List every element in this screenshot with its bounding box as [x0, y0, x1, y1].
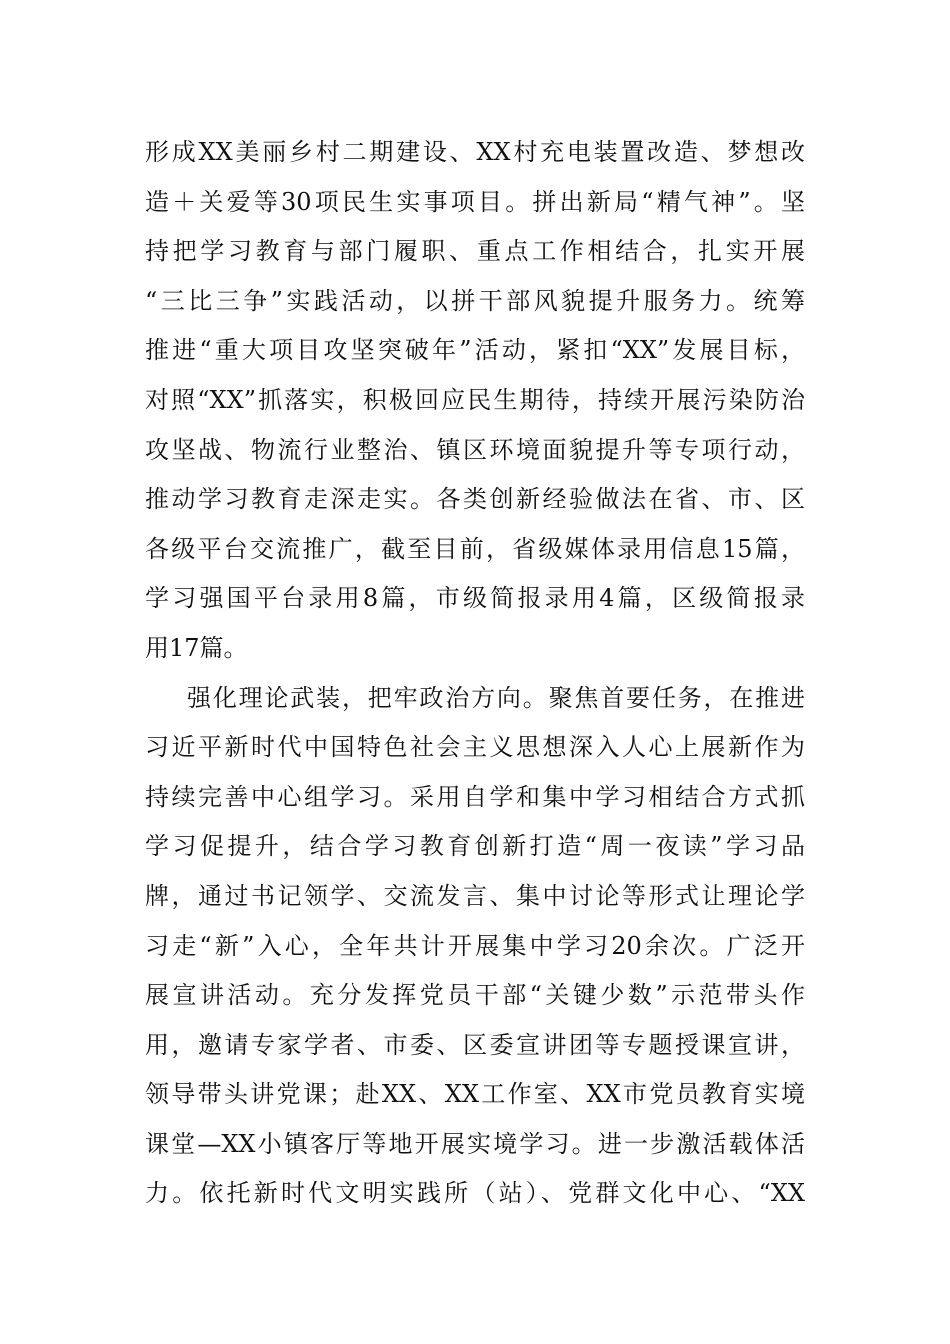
- text-line: 领导带头讲党课；赴XX、XX工作室、XX市党员教育实境: [145, 1080, 805, 1109]
- text-line: 课堂—XX小镇客厅等地开展实境学习。进一步激活载体活: [145, 1129, 805, 1158]
- text-line: 用17篇。: [145, 633, 248, 662]
- text-line: 各级平台交流推广，截至目前，省级媒体录用信息15篇，: [145, 534, 805, 563]
- text-line: 造＋关爱等30项民生实事项目。拼出新局“精气神”。坚: [145, 187, 805, 216]
- text-line: 持把学习教育与部门履职、重点工作相结合，扎实开展: [145, 237, 805, 266]
- text-line: 牌，通过书记领学、交流发言、集中讨论等形式让理论学: [145, 881, 805, 910]
- text-line: 用，邀请专家学者、市委、区委宣讲团等专题授课宣讲，: [145, 1030, 805, 1059]
- text-line: 习近平新时代中国特色社会主义思想深入人心上展新作为: [145, 733, 805, 762]
- text-line: 学习促提升，结合学习教育创新打造“周一夜读”学习品: [145, 832, 805, 861]
- text-line: “三比三争”实践活动，以拼干部风貌提升服务力。统筹: [145, 286, 805, 315]
- body-text: [145, 128, 805, 1219]
- text-line: 习走“新”入心，全年共计开展集中学习20余次。广泛开: [145, 931, 805, 960]
- text-line: 推进“重大项目攻坚突破年”活动，紧扣“XX”发展目标，: [145, 336, 805, 365]
- paragraph-start-line: 强化理论武装，把牢政治方向。聚焦首要任务，在推进: [187, 683, 805, 712]
- text-line: 对照“XX”抓落实，积极回应民生期待，持续开展污染防治: [145, 385, 805, 414]
- text-line: 形成XX美丽乡村二期建设、XX村充电装置改造、梦想改: [145, 138, 805, 166]
- text-line: 持续完善中心组学习。采用自学和集中学习相结合方式抓: [145, 782, 805, 811]
- text-line: 展宣讲活动。充分发挥党员干部“关键少数”示范带头作: [145, 981, 805, 1010]
- text-line: 攻坚战、物流行业整治、镇区环境面貌提升等专项行动，: [145, 435, 805, 464]
- text-line: 学习强国平台录用8篇，市级简报录用4篇，区级简报录: [145, 584, 805, 613]
- text-line: 力。依托新时代文明实践所（站）、党群文化中心、“XX: [145, 1179, 805, 1208]
- text-line: 推动学习教育走深走实。各类创新经验做法在省、市、区: [145, 485, 805, 514]
